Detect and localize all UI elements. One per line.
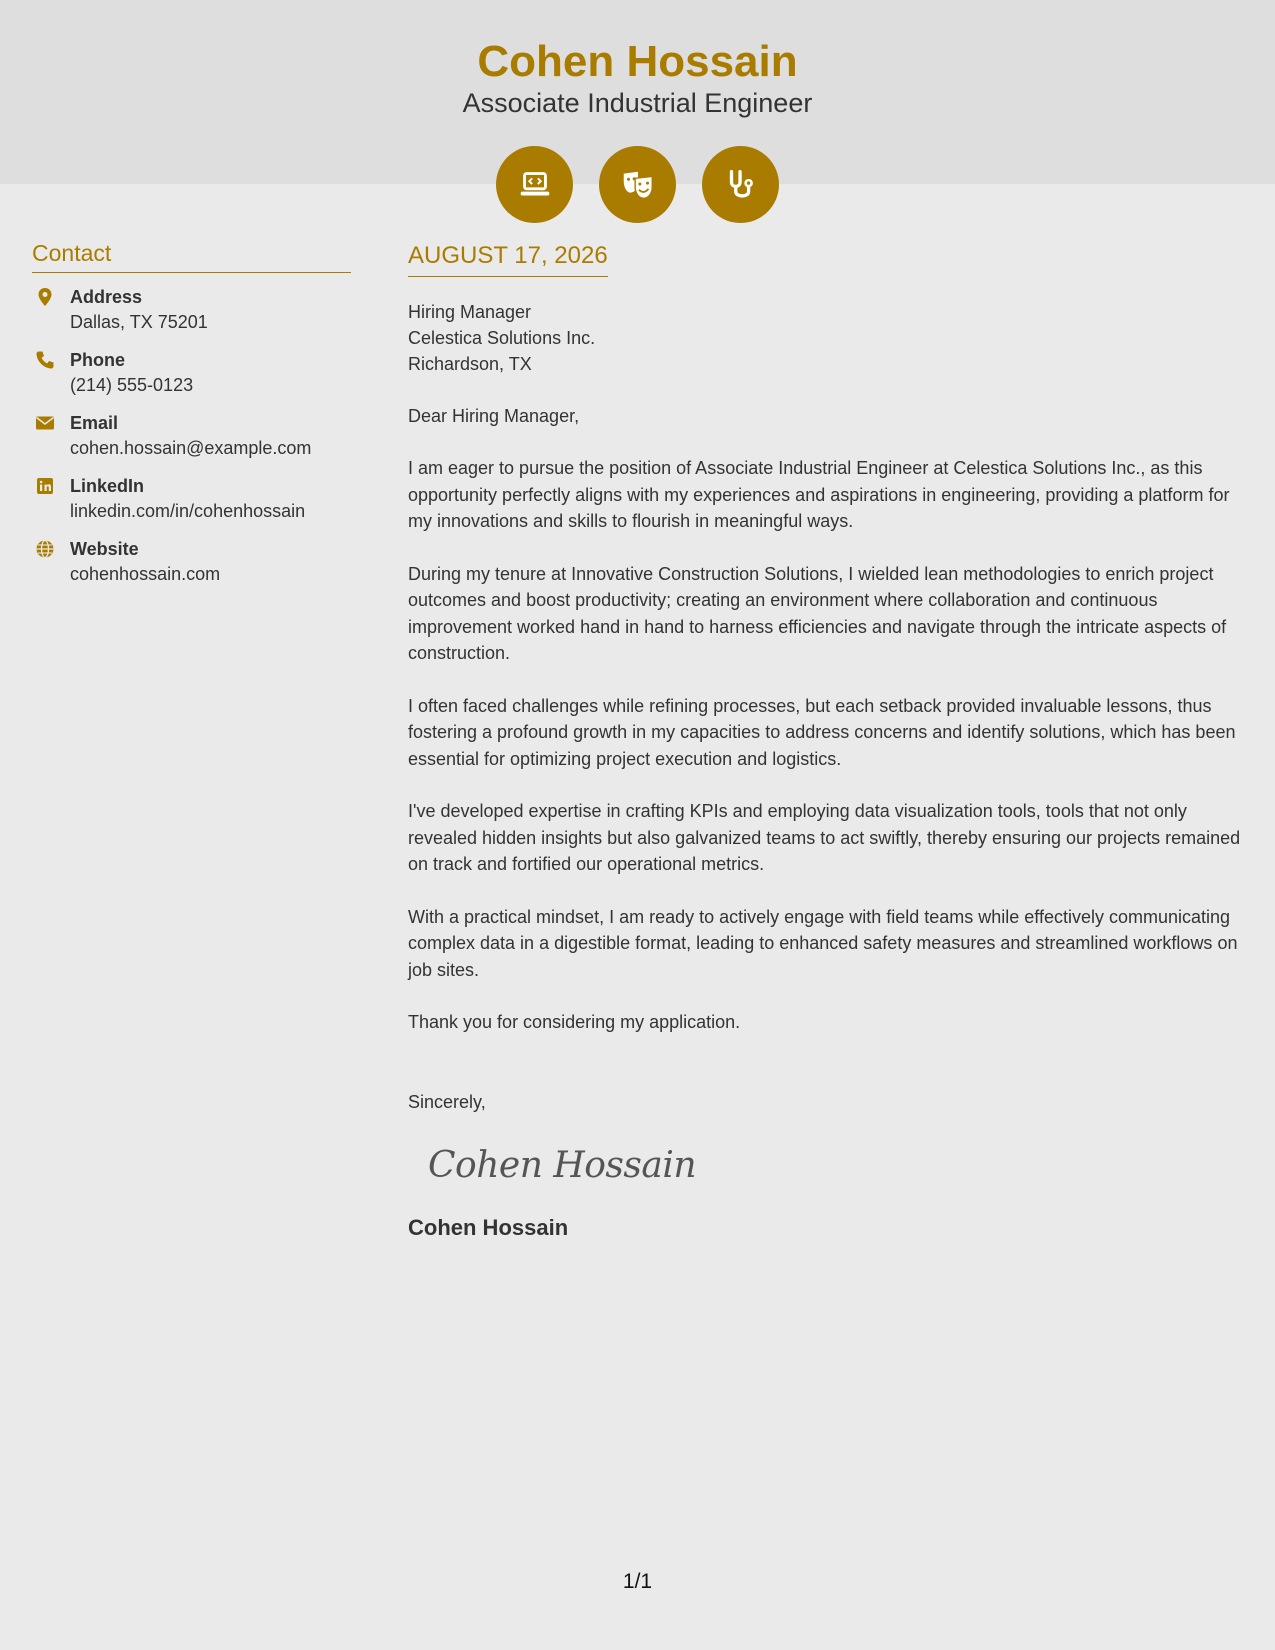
applicant-name: Cohen Hossain bbox=[477, 37, 798, 86]
paragraph-intro: I am eager to pursue the position of Associate Industrial Engineer at Celestica Solutions Inc., as this opportunity perfectly aligns with my experiences and aspirations in engineering, providing a platform for my innovations and skills to flourish in meaningful ways. bbox=[408, 458, 1230, 531]
contact-email bbox=[32, 411, 351, 461]
linkedin-value[interactable]: linkedin.com/in/cohenhossain bbox=[70, 501, 306, 521]
paragraph-challenges: I often faced challenges while refining processes, but each setback provided invaluable lessons, thus fostering a profound growth in my capacities to address concerns and identify solutions, which has been essential for optimizing project execution and logistics. bbox=[408, 695, 1236, 769]
letter-date: AUGUST 17, 2026 bbox=[408, 240, 608, 277]
contact-phone bbox=[32, 348, 351, 398]
contact-label: Website bbox=[70, 539, 139, 559]
contact-label: Email bbox=[70, 413, 119, 433]
recipient-block bbox=[408, 299, 1248, 377]
salutation: Dear Hiring Manager, bbox=[408, 406, 580, 426]
handwritten-signature: Cohen Hossain bbox=[428, 1144, 697, 1186]
address-value: Dallas, TX 75201 bbox=[70, 312, 208, 332]
paragraph-mindset: With a practical mindset, I am ready to actively engage with field teams while effectively communicating complex data in a digestible format, leading to enhanced safety measures and streamlined workflows on job sites. bbox=[408, 906, 1238, 980]
email-value[interactable]: cohen.hossain@example.com bbox=[70, 438, 312, 458]
globe-icon bbox=[35, 539, 55, 559]
phone-icon bbox=[35, 350, 55, 370]
contact-linkedin bbox=[32, 474, 351, 524]
recipient-location: Richardson, TX bbox=[408, 354, 532, 374]
paragraph-thanks: Thank you for considering my application. bbox=[408, 1012, 741, 1032]
recipient-name: Hiring Manager bbox=[408, 302, 532, 322]
laptop-code-icon bbox=[496, 146, 573, 223]
paragraph-expertise: I've developed expertise in crafting KPIs and employing data visualization tools, tools that not only revealed hidden insights but also galvanized teams to act swiftly, thereby ensuring our projects remained on track and fortified our operational metrics. bbox=[408, 801, 1241, 874]
stethoscope-icon bbox=[702, 146, 779, 223]
closing: Sincerely, bbox=[408, 1091, 486, 1112]
contact-address bbox=[32, 285, 351, 335]
envelope-icon bbox=[35, 413, 55, 433]
map-pin-icon bbox=[35, 287, 55, 307]
linkedin-icon bbox=[35, 476, 55, 496]
interest-icons bbox=[496, 146, 779, 223]
contact-label: Phone bbox=[70, 350, 126, 370]
contact-sidebar bbox=[32, 238, 351, 600]
signer-name: Cohen Hossain bbox=[408, 1214, 569, 1240]
page-number: 1/1 bbox=[622, 1570, 653, 1593]
recipient-company: Celestica Solutions Inc. bbox=[408, 328, 596, 348]
theater-masks-icon bbox=[599, 146, 676, 223]
letter-body bbox=[408, 240, 1248, 1243]
website-value[interactable]: cohenhossain.com bbox=[70, 564, 221, 584]
phone-value: (214) 555-0123 bbox=[70, 375, 194, 395]
job-title: Associate Industrial Engineer bbox=[462, 88, 813, 118]
contact-label: LinkedIn bbox=[70, 476, 145, 496]
contact-heading: Contact bbox=[32, 238, 351, 273]
contact-label: Address bbox=[70, 287, 143, 307]
contact-website bbox=[32, 537, 351, 587]
paragraph-experience: During my tenure at Innovative Construction Solutions, I wielded lean methodologies to enrich project outcomes and boost productivity; creating an environment where collaboration and continuous improvement worked hand in hand to harness efficiencies and navigate through the intricate aspects of construction. bbox=[408, 563, 1227, 663]
